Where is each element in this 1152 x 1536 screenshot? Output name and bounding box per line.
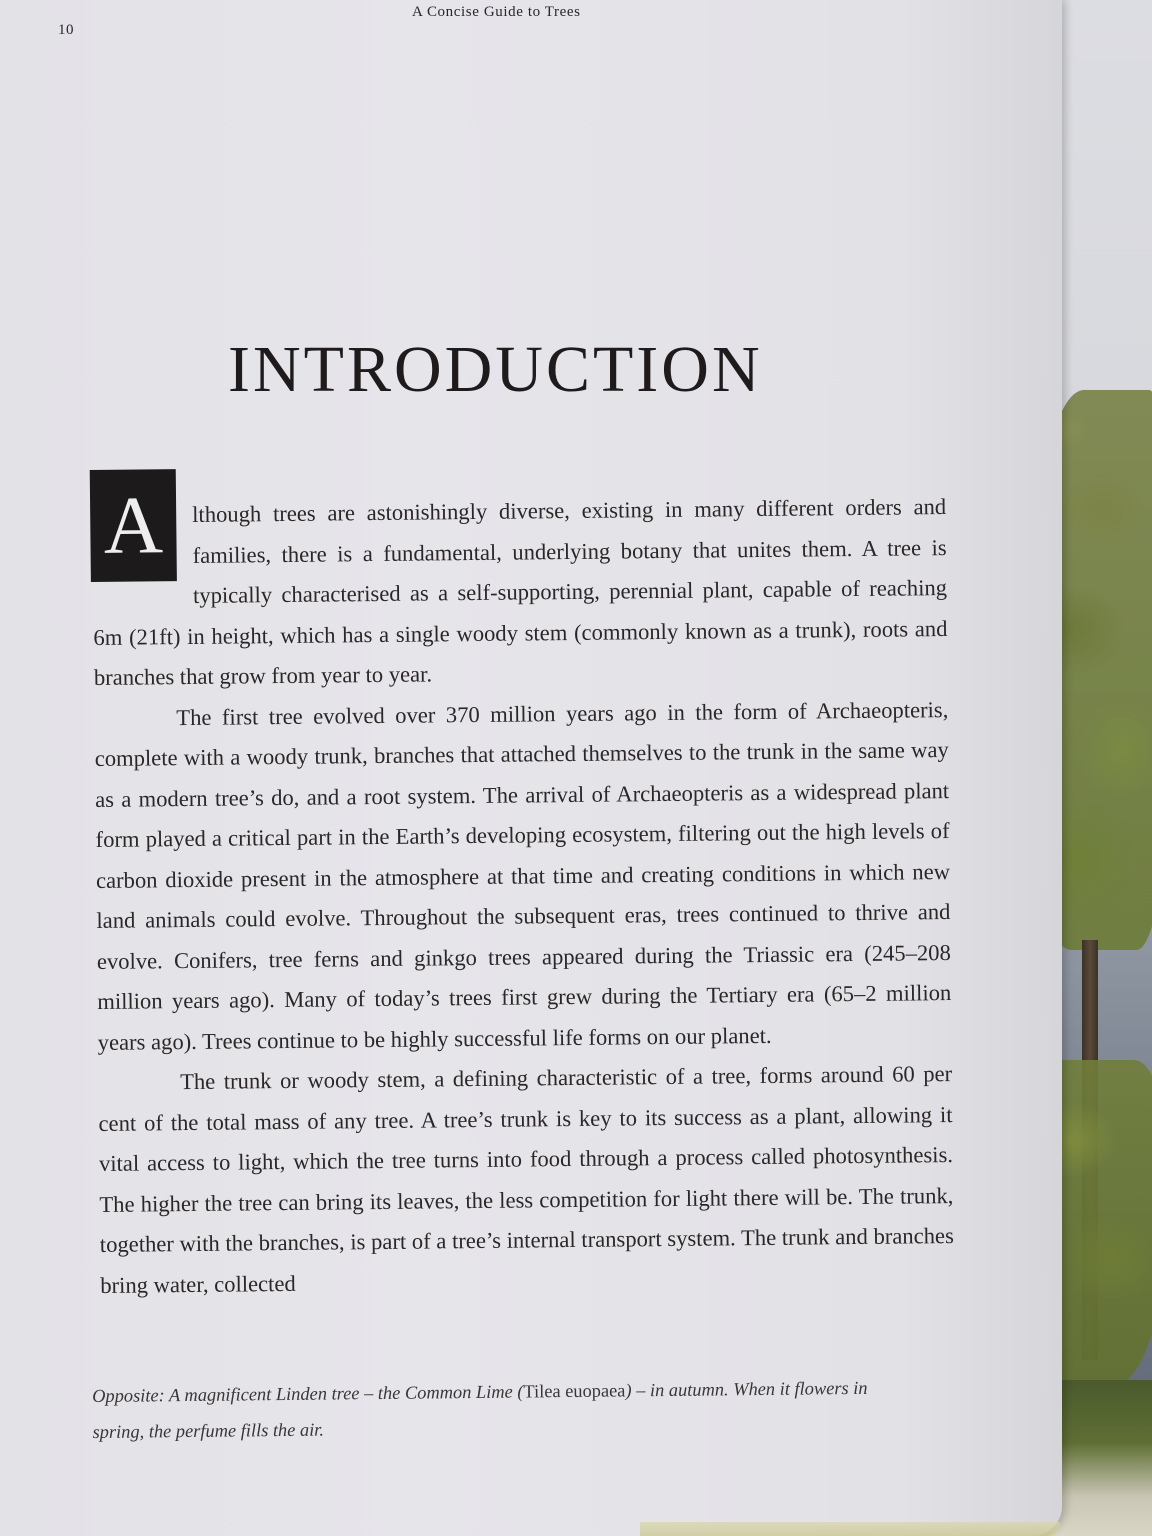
- page-number: 10: [58, 22, 74, 38]
- paragraph-1-text: lthough trees are astonishingly diverse, existing in many different orders and families, there is a fundamental, underlying botany that unites them. A tree is typically characterised as a self-supporting, perennial plant, capable of reaching 6m (21ft) in height, which has a single woody stem (commonly known as a trunk), roots and branches that grow from year to year.: [93, 494, 948, 690]
- paragraph-2: The first tree evolved over 370 million years ago in the form of Archaeopteris, complete with a woody trunk, branches that attached themselves to the trunk in the same way as a modern tree’s do, and a root system. The arrival of Archaeopteris as a widespread plant form played a critical part in the Earth’s developing ecosystem, filtering out the high levels of carbon dioxide present in the atmosphere at that time and creating conditions in which new land animals could evolve. Throughout the subsequent eras, trees continued to thrive and evolve. Conifers, tree ferns and ginkgo trees appeared during the Triassic era (245–208 million years ago). Many of today’s trees first grew during the Tertiary era (65–2 million years ago). Trees continue to be highly successful life forms on our planet.: [94, 696, 952, 1055]
- chapter-title: INTRODUCTION: [228, 333, 763, 406]
- page-edge: [640, 1522, 1060, 1536]
- caption-tail: ) – in autumn. When it flowers in spring, the perfume fills the air.: [92, 1377, 868, 1442]
- paragraph-1: [92, 479, 948, 698]
- drop-cap: A: [90, 469, 177, 582]
- photo-caption: [92, 1369, 923, 1450]
- running-head: A Concise Guide to Trees: [412, 4, 581, 20]
- caption-lead: Opposite: A magnificent Linden tree – the Common Lime (: [92, 1381, 524, 1406]
- body-text: [92, 479, 954, 1306]
- paragraph-3: The trunk or woody stem, a defining characteristic of a tree, forms around 60 per cent of the total mass of any tree. A tree’s trunk is key to its success as a plant, allowing it vital access to light, which the tree turns into food through a process called photosynthesis. The higher the tree can bring its leaves, the less competition for light there will be. The trunk, together with the branches, is part of a tree’s internal transport system. The trunk and branches bring water, collected: [98, 1061, 954, 1298]
- caption-latin-name: Tilea euopaea: [523, 1380, 626, 1402]
